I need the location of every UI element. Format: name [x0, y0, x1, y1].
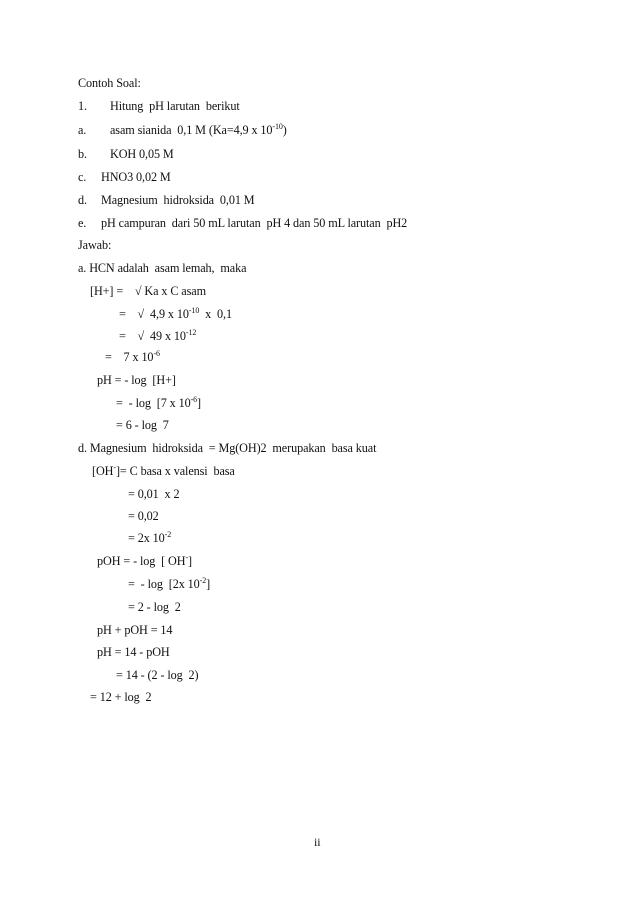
- problem-b-label: b.: [78, 147, 87, 161]
- problem-1-text: Hitung pH larutan berikut: [110, 99, 240, 113]
- ph-final-result: = 12 + log 2: [90, 690, 152, 704]
- problem-d-text: Magnesium hidroksida 0,01 M: [101, 193, 255, 207]
- poh-formula: pOH = - log [ OH-]: [97, 553, 192, 568]
- hydroxide-step-2: = 0,02: [128, 509, 159, 523]
- poh-result: = 2 - log 2: [128, 600, 181, 614]
- problem-d-label: d.: [78, 193, 87, 207]
- hydroxide-step-1: = 0,01 x 2: [128, 487, 180, 501]
- problem-c-label: c.: [78, 170, 87, 184]
- problem-a-label: a.: [78, 123, 87, 137]
- ph-substitution: = 14 - (2 - log 2): [116, 668, 199, 682]
- problem-c-text: HNO3 0,02 M: [101, 170, 171, 184]
- problem-e-text: pH campuran dari 50 mL larutan pH 4 dan 50 mL larutan pH2: [101, 216, 408, 230]
- example-heading: Contoh Soal:: [78, 76, 141, 90]
- answer-d-intro: d. Magnesium hidroksida = Mg(OH)2 merupakan basa kuat: [78, 441, 377, 455]
- problem-e-label: e.: [78, 216, 87, 230]
- hydrogen-formula: [H+] = √ Ka x C asam: [90, 284, 206, 298]
- hydrogen-step-2: = √ 49 x $10^{-12}$: [119, 328, 197, 343]
- ph-step-1: = - log [7 x $10^{-6}$]: [116, 395, 202, 410]
- problem-a-text: asam sianida 0,1 M (Ka=4,9 x $10^{-10}$): [110, 122, 287, 137]
- poh-step-1: = - log [2x $10^{-2}$]: [128, 576, 211, 591]
- problem-1-label: 1.: [78, 99, 87, 113]
- page-number: ii: [314, 835, 321, 849]
- ph-formula: pH = - log [H+]: [97, 373, 176, 387]
- hydrogen-result: = 7 x $10^{-6}$: [105, 349, 160, 364]
- ph-result: = 6 - log 7: [116, 418, 169, 432]
- problem-b-text: KOH 0,05 M: [110, 147, 174, 161]
- ph-from-poh: pH = 14 - pOH: [97, 645, 170, 659]
- hydroxide-formula: [OH-]= C basa x valensi basa: [92, 463, 235, 478]
- hydrogen-step-1: = √ 4,9 x $10^{-10}$ x 0,1: [119, 306, 232, 321]
- hydroxide-result: = 2x $10^{-2}$: [128, 530, 172, 545]
- answer-a-intro: a. HCN adalah asam lemah, maka: [78, 261, 247, 275]
- ph-poh-relation: pH + pOH = 14: [97, 623, 173, 637]
- answer-heading: Jawab:: [78, 238, 112, 252]
